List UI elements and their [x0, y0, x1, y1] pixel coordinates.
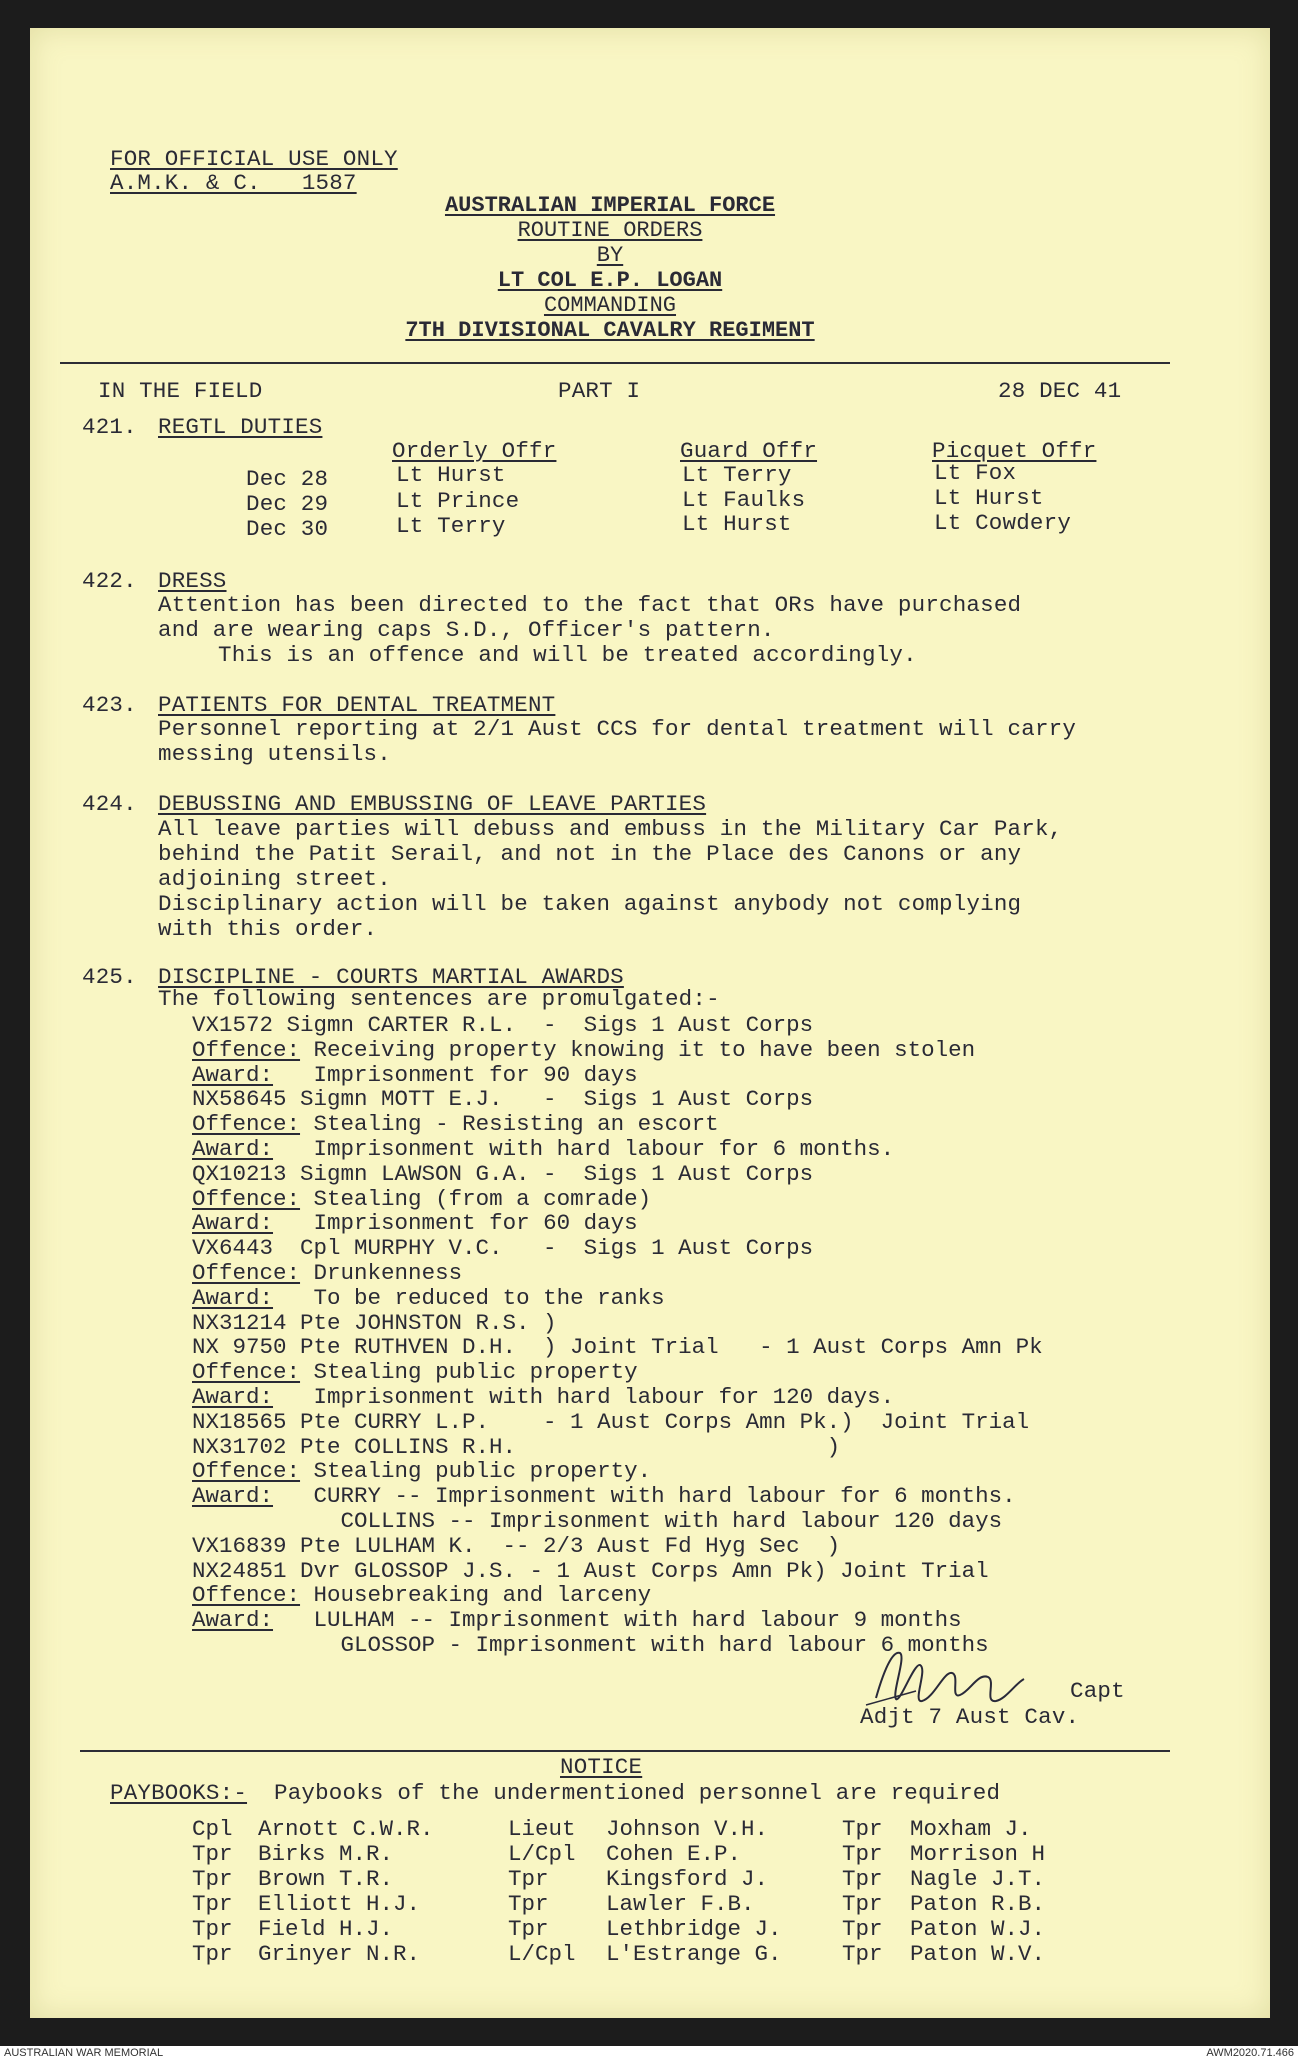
personnel-name: Paton W.V.: [910, 1941, 1046, 1967]
notice-divider: [80, 1750, 1170, 1752]
personnel-name: Elliott H.J.: [258, 1891, 421, 1917]
court-martial-text: QX10213 Sigmn LAWSON G.A. - Sigs 1 Aust Corps: [192, 1160, 814, 1187]
court-martial-text: NX 9750 Pte RUTHVEN D.H. ) Joint Trial - 1 Aust Corps Amn Pk: [192, 1334, 1043, 1361]
document-sheet: [30, 28, 1270, 2018]
court-martial-text: Imprisonment for 60 days: [286, 1210, 638, 1237]
court-martial-line: [192, 1508, 1002, 1534]
personnel-name: Paton W.J.: [910, 1916, 1046, 1942]
order-423-line: messing utensils.: [158, 741, 391, 767]
court-martial-label: Award:: [192, 1136, 274, 1162]
court-martial-line: [192, 1409, 1029, 1435]
personnel-rank: L/Cpl: [508, 1941, 576, 1967]
court-martial-line: [192, 1558, 989, 1584]
personnel-name: Moxham J.: [910, 1816, 1032, 1842]
court-martial-line: [192, 1310, 557, 1336]
personnel-rank: Tpr: [192, 1891, 233, 1917]
personnel-name: Lethbridge J.: [606, 1916, 782, 1942]
court-martial-text: LULHAM -- Imprisonment with hard labour 9 months: [286, 1607, 962, 1634]
court-martial-line: [192, 1161, 813, 1187]
personnel-name: Kingsford J.: [606, 1866, 769, 1892]
court-martial-text: NX58645 Sigmn MOTT E.J. - Sigs 1 Aust Corps: [192, 1086, 814, 1113]
order-421-heading: REGTL DUTIES: [158, 414, 323, 440]
personnel-rank: Tpr: [842, 1891, 883, 1917]
court-martial-text: Stealing (from a comrade): [313, 1185, 652, 1212]
duty-orderly: Lt Hurst: [396, 462, 506, 488]
court-martial-text: To be reduced to the ranks: [286, 1284, 665, 1311]
signature-appointment: Adjt 7 Aust Cav.: [860, 1704, 1080, 1730]
order-424-line: with this order.: [158, 916, 378, 942]
duty-guard: Lt Terry: [682, 462, 792, 488]
part-label: PART I: [558, 378, 641, 404]
court-martial-text: NX31214 Pte JOHNSTON R.S. ): [192, 1309, 557, 1336]
court-martial-line: [192, 1607, 962, 1633]
court-martial-line: [192, 1334, 1043, 1360]
court-martial-line: [192, 1186, 651, 1212]
personnel-rank: Tpr: [842, 1841, 883, 1867]
court-martial-line: [192, 1483, 1016, 1509]
order-421-number: 421.: [82, 414, 137, 440]
court-martial-label: Award:: [192, 1384, 274, 1410]
court-martial-line: [192, 1260, 462, 1286]
footer-credit: AUSTRALIAN WAR MEMORIAL: [4, 2047, 164, 2059]
personnel-name: Grinyer N.R.: [258, 1941, 421, 1967]
title-commanding: COMMANDING: [543, 293, 677, 318]
court-martial-text: Stealing - Resisting an escort: [313, 1111, 719, 1138]
duty-date: Dec 29: [246, 491, 329, 517]
court-martial-line: [192, 1235, 813, 1261]
duty-picquet: Lt Cowdery: [934, 510, 1072, 536]
paybooks-text: Paybooks of the undermentioned personnel are required: [274, 1780, 1001, 1806]
court-martial-text: Imprisonment with hard labour for 120 days.: [286, 1384, 895, 1410]
duties-col-picquet: Picquet Offr: [932, 438, 1097, 464]
court-martial-line: [192, 1012, 813, 1038]
personnel-name: L'Estrange G.: [606, 1941, 782, 1967]
footer-accession: AWM2020.71.466: [1206, 2047, 1294, 2059]
duties-col-guard: Guard Offr: [680, 438, 818, 464]
court-martial-line: [192, 1533, 840, 1559]
duty-picquet: Lt Fox: [934, 460, 1017, 486]
court-martial-text: Housebreaking and larceny: [313, 1582, 652, 1609]
court-martial-line: [192, 1037, 975, 1063]
duty-date: Dec 28: [246, 466, 329, 492]
order-423-line: Personnel reporting at 2/1 Aust CCS for dental treatment will carry: [158, 716, 1077, 742]
personnel-rank: Lieut: [508, 1816, 576, 1842]
personnel-name: Lawler F.B.: [606, 1891, 755, 1917]
court-martial-text: VX1572 Sigmn CARTER R.L. - Sigs 1 Aust Corps: [192, 1012, 814, 1038]
personnel-rank: Tpr: [192, 1841, 233, 1867]
personnel-name: Paton R.B.: [910, 1891, 1046, 1917]
personnel-name: Birks M.R.: [258, 1841, 394, 1867]
court-martial-label: Award:: [192, 1607, 274, 1634]
duty-orderly: Lt Prince: [396, 488, 520, 514]
order-424-number: 424.: [82, 791, 137, 817]
personnel-rank: Tpr: [192, 1941, 233, 1967]
footer: [0, 2046, 1298, 2061]
court-martial-label: Offence:: [192, 1582, 301, 1609]
duty-picquet: Lt Hurst: [934, 485, 1044, 511]
court-martial-line: [192, 1458, 651, 1484]
court-martial-line: [192, 1384, 894, 1410]
title-by: BY: [596, 243, 624, 268]
personnel-rank: Tpr: [508, 1866, 549, 1892]
court-martial-text: Imprisonment with hard labour for 6 months.: [286, 1136, 895, 1162]
court-martial-text: Stealing public property: [313, 1359, 638, 1386]
court-martial-label: Award:: [192, 1061, 274, 1088]
court-martial-line: [192, 1582, 651, 1608]
form-reference: A.M.K. & C. 1587: [110, 170, 357, 196]
court-martial-text: VX16839 Pte LULHAM K. -- 2/3 Aust Fd Hyg Sec ): [192, 1532, 841, 1559]
personnel-name: Field H.J.: [258, 1916, 394, 1942]
order-422-number: 422.: [82, 568, 137, 594]
court-martial-line: [192, 1434, 840, 1460]
personnel-rank: Tpr: [192, 1866, 233, 1892]
court-martial-text: NX18565 Pte CURRY L.P. - 1 Aust Corps Amn Pk.) Joint Trial: [192, 1408, 1030, 1435]
signature-scribble: [856, 1643, 1056, 1713]
order-422-heading: DRESS: [158, 568, 227, 594]
court-martial-label: Award:: [192, 1284, 274, 1311]
court-martial-label: Offence:: [192, 1359, 301, 1386]
order-424-line: Disciplinary action will be taken against anybody not complying: [158, 891, 1022, 917]
personnel-name: Johnson V.H.: [606, 1816, 769, 1842]
court-martial-label: Offence:: [192, 1185, 301, 1212]
court-martial-text: NX31702 Pte COLLINS R.H. ): [192, 1433, 841, 1460]
personnel-name: Morrison H: [910, 1841, 1046, 1867]
duties-col-orderly: Orderly Offr: [392, 438, 557, 464]
personnel-rank: Tpr: [842, 1916, 883, 1942]
personnel-name: Nagle J.T.: [910, 1866, 1046, 1892]
court-martial-text: Drunkenness: [313, 1260, 463, 1286]
order-422-line: Attention has been directed to the fact that ORs have purchased: [158, 592, 1022, 618]
personnel-rank: Tpr: [842, 1866, 883, 1892]
title-routine-orders: ROUTINE ORDERS: [517, 218, 703, 243]
court-martial-label: Award:: [192, 1483, 274, 1510]
court-martial-text: Stealing public property.: [313, 1458, 652, 1485]
duty-date: Dec 30: [246, 516, 329, 542]
duty-orderly: Lt Terry: [396, 513, 506, 539]
personnel-rank: L/Cpl: [508, 1841, 576, 1867]
title-regiment: 7TH DIVISIONAL CAVALRY REGIMENT: [405, 318, 815, 343]
personnel-rank: Tpr: [842, 1941, 883, 1967]
court-martial-text: NX24851 Dvr GLOSSOP J.S. - 1 Aust Corps Amn Pk) Joint Trial: [192, 1557, 989, 1584]
personnel-name: Arnott C.W.R.: [258, 1816, 434, 1842]
signature-rank: Capt: [1070, 1678, 1125, 1704]
court-martial-line: [192, 1111, 719, 1137]
restriction-label: FOR OFFICIAL USE ONLY: [110, 146, 398, 172]
order-422-line: and are wearing caps S.D., Officer's pattern.: [158, 617, 775, 643]
order-422-line: This is an offence and will be treated accordingly.: [218, 642, 917, 668]
order-425-number: 425.: [82, 964, 137, 990]
location: IN THE FIELD: [98, 378, 263, 404]
paybooks-label: PAYBOOKS:-: [110, 1780, 248, 1806]
order-425-intro: The following sentences are promulgated:-: [158, 986, 720, 1012]
personnel-rank: Cpl: [192, 1816, 233, 1842]
personnel-rank: Tpr: [508, 1891, 549, 1917]
court-martial-text: Receiving property knowing it to have been stolen: [313, 1036, 976, 1063]
order-423-heading: PATIENTS FOR DENTAL TREATMENT: [158, 692, 556, 718]
order-424-heading: DEBUSSING AND EMBUSSING OF LEAVE PARTIES: [158, 791, 707, 817]
duty-guard: Lt Faulks: [682, 487, 806, 513]
personnel-name: Cohen E.P.: [606, 1841, 742, 1867]
court-martial-text: Imprisonment for 90 days: [286, 1061, 638, 1088]
personnel-rank: Tpr: [192, 1916, 233, 1942]
court-martial-text: CURRY -- Imprisonment with hard labour for 6 months.: [286, 1483, 1016, 1510]
court-martial-label: Offence:: [192, 1260, 301, 1286]
order-424-line: adjoining street.: [158, 866, 391, 892]
order-date: 28 DEC 41: [998, 378, 1122, 404]
order-424-line: All leave parties will debuss and embuss in the Military Car Park,: [158, 816, 1063, 842]
court-martial-line: [192, 1136, 894, 1162]
notice-heading: NOTICE: [560, 1754, 643, 1780]
order-425-heading: DISCIPLINE - COURTS MARTIAL AWARDS: [158, 964, 624, 990]
header-divider: [60, 362, 1170, 364]
court-martial-label: Offence:: [192, 1111, 301, 1138]
order-424-line: behind the Patit Serail, and not in the Place des Canons or any: [158, 841, 1022, 867]
court-martial-text: VX6443 Cpl MURPHY V.C. - Sigs 1 Aust Corps: [192, 1235, 814, 1262]
personnel-rank: Tpr: [508, 1916, 549, 1942]
court-martial-line: [192, 1285, 665, 1311]
court-martial-line: [192, 1359, 638, 1385]
court-martial-line: [192, 1086, 813, 1112]
court-martial-label: Offence:: [192, 1458, 301, 1485]
court-martial-label: Offence:: [192, 1036, 301, 1063]
court-martial-label: Award:: [192, 1210, 274, 1237]
court-martial-line: [192, 1062, 638, 1088]
duty-guard: Lt Hurst: [682, 511, 792, 537]
court-martial-line: [192, 1210, 638, 1236]
personnel-rank: Tpr: [842, 1816, 883, 1842]
order-423-number: 423.: [82, 692, 137, 718]
court-martial-text: COLLINS -- Imprisonment with hard labour 120 days: [192, 1508, 1003, 1534]
court-martial-text: GLOSSOP - Imprisonment with hard labour 6 months: [192, 1632, 989, 1658]
title-commander: LT COL E.P. LOGAN: [497, 268, 723, 293]
title-force: AUSTRALIAN IMPERIAL FORCE: [444, 193, 776, 218]
personnel-name: Brown T.R.: [258, 1866, 394, 1892]
